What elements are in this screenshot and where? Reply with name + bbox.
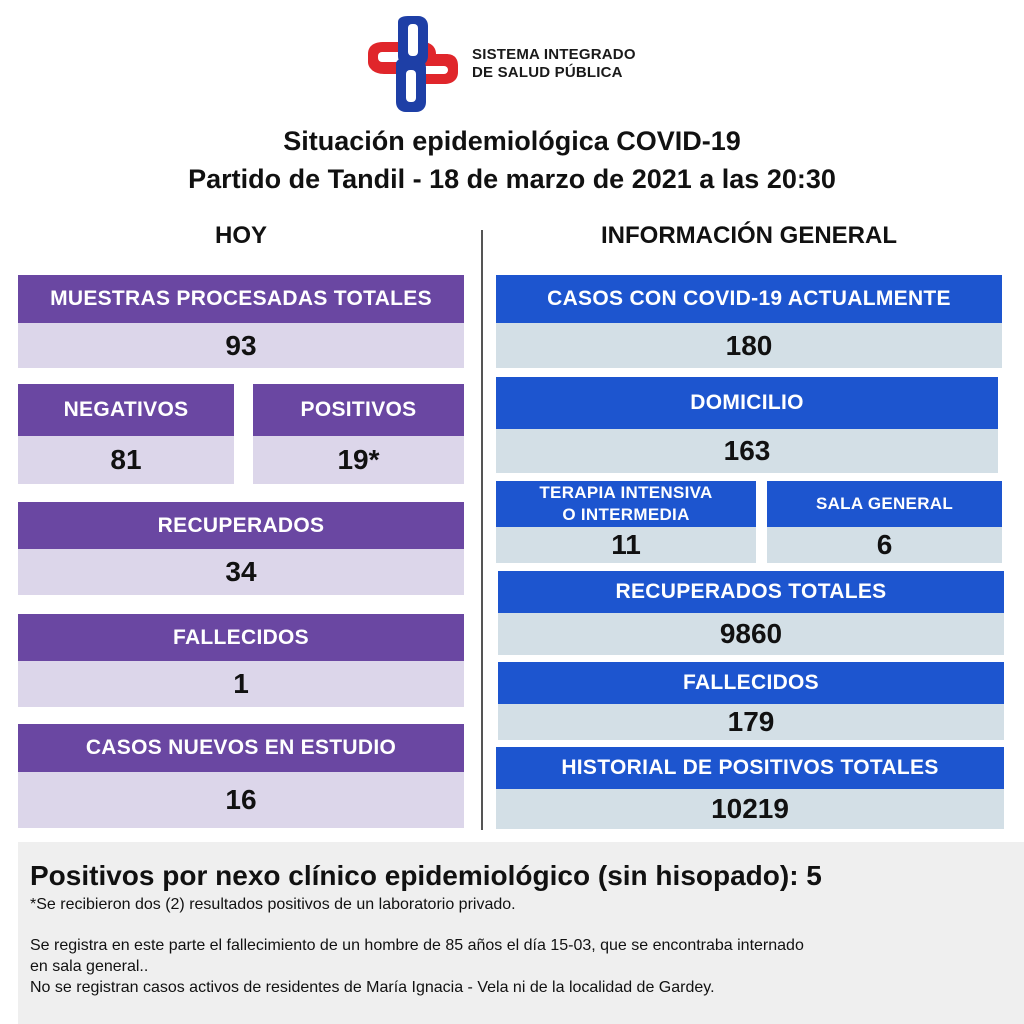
card-recuperados-totales — [498, 571, 1004, 655]
card-fallecidos-totales-label: FALLECIDOS — [498, 662, 1004, 704]
card-activos-label: CASOS CON COVID-19 ACTUALMENTE — [496, 275, 1002, 323]
card-historial-value: 10219 — [496, 789, 1004, 829]
card-recuperados-hoy-value: 34 — [18, 549, 464, 595]
sisp-logo-icon — [362, 16, 462, 112]
card-terapia-label — [496, 481, 756, 527]
card-terapia — [496, 481, 756, 563]
card-terapia-value: 11 — [496, 527, 756, 563]
card-fallecidos-hoy-label: FALLECIDOS — [18, 614, 464, 661]
card-activos — [496, 275, 1002, 368]
card-sala-general — [767, 481, 1002, 563]
card-activos-value: 180 — [496, 323, 1002, 368]
card-fallecidos-totales — [498, 662, 1004, 740]
card-recuperados-hoy — [18, 502, 464, 595]
card-positivos-label: POSITIVOS — [253, 384, 464, 436]
card-muestras-value: 93 — [18, 323, 464, 368]
logo-line2: DE SALUD PÚBLICA — [472, 64, 623, 81]
notes-headline: Positivos por nexo clínico epidemiológico (sin hisopado): 5 — [30, 860, 822, 891]
card-domicilio — [496, 377, 998, 473]
card-nuevos-estudio-label: CASOS NUEVOS EN ESTUDIO — [18, 724, 464, 772]
card-historial-label: HISTORIAL DE POSITIVOS TOTALES — [496, 747, 1004, 789]
card-positivos-value: 19* — [253, 436, 464, 484]
card-muestras — [18, 275, 464, 368]
card-muestras-label: MUESTRAS PROCESADAS TOTALES — [18, 275, 464, 323]
column-divider — [481, 230, 483, 830]
card-recuperados-hoy-label: RECUPERADOS — [18, 502, 464, 549]
card-domicilio-value: 163 — [496, 429, 998, 473]
card-fallecidos-hoy — [18, 614, 464, 707]
card-negativos — [18, 384, 234, 484]
card-fallecidos-totales-value: 179 — [498, 704, 1004, 740]
page-subtitle: Partido de Tandil - 18 de marzo de 2021 a las 20:30 — [188, 164, 836, 194]
card-domicilio-label: DOMICILIO — [496, 377, 998, 429]
card-recuperados-totales-value: 9860 — [498, 613, 1004, 655]
card-negativos-value: 81 — [18, 436, 234, 484]
logo-line1: SISTEMA INTEGRADO — [472, 46, 636, 63]
card-positivos — [253, 384, 464, 484]
card-sala-general-label: SALA GENERAL — [767, 481, 1002, 527]
card-recuperados-totales-label: RECUPERADOS TOTALES — [498, 571, 1004, 613]
card-nuevos-estudio — [18, 724, 464, 828]
section-heading-general: INFORMACIÓN GENERAL — [601, 222, 897, 249]
notes-panel — [18, 842, 1024, 1024]
card-nuevos-estudio-value: 16 — [18, 772, 464, 828]
notes-para-line3: No se registran casos activos de residentes de María Ignacia - Vela ni de la localidad de Gardey. — [30, 979, 715, 996]
card-negativos-label: NEGATIVOS — [18, 384, 234, 436]
page-title: Situación epidemiológica COVID-19 — [283, 126, 741, 156]
section-heading-hoy: HOY — [214, 222, 267, 249]
logo-text — [472, 46, 636, 82]
card-terapia-label-line1: TERAPIA INTENSIVA — [539, 483, 713, 502]
card-sala-general-value: 6 — [767, 527, 1002, 563]
card-historial — [496, 747, 1004, 829]
card-fallecidos-hoy-value: 1 — [18, 661, 464, 707]
notes-para-line2: en sala general.. — [30, 958, 149, 975]
notes-footnote: *Se recibieron dos (2) resultados positivos de un laboratorio privado. — [30, 896, 516, 913]
notes-para-line1: Se registra en este parte el fallecimiento de un hombre de 85 años el día 15-03, que se encontraba internado — [30, 937, 804, 954]
card-terapia-label-line2: O INTERMEDIA — [562, 505, 690, 524]
